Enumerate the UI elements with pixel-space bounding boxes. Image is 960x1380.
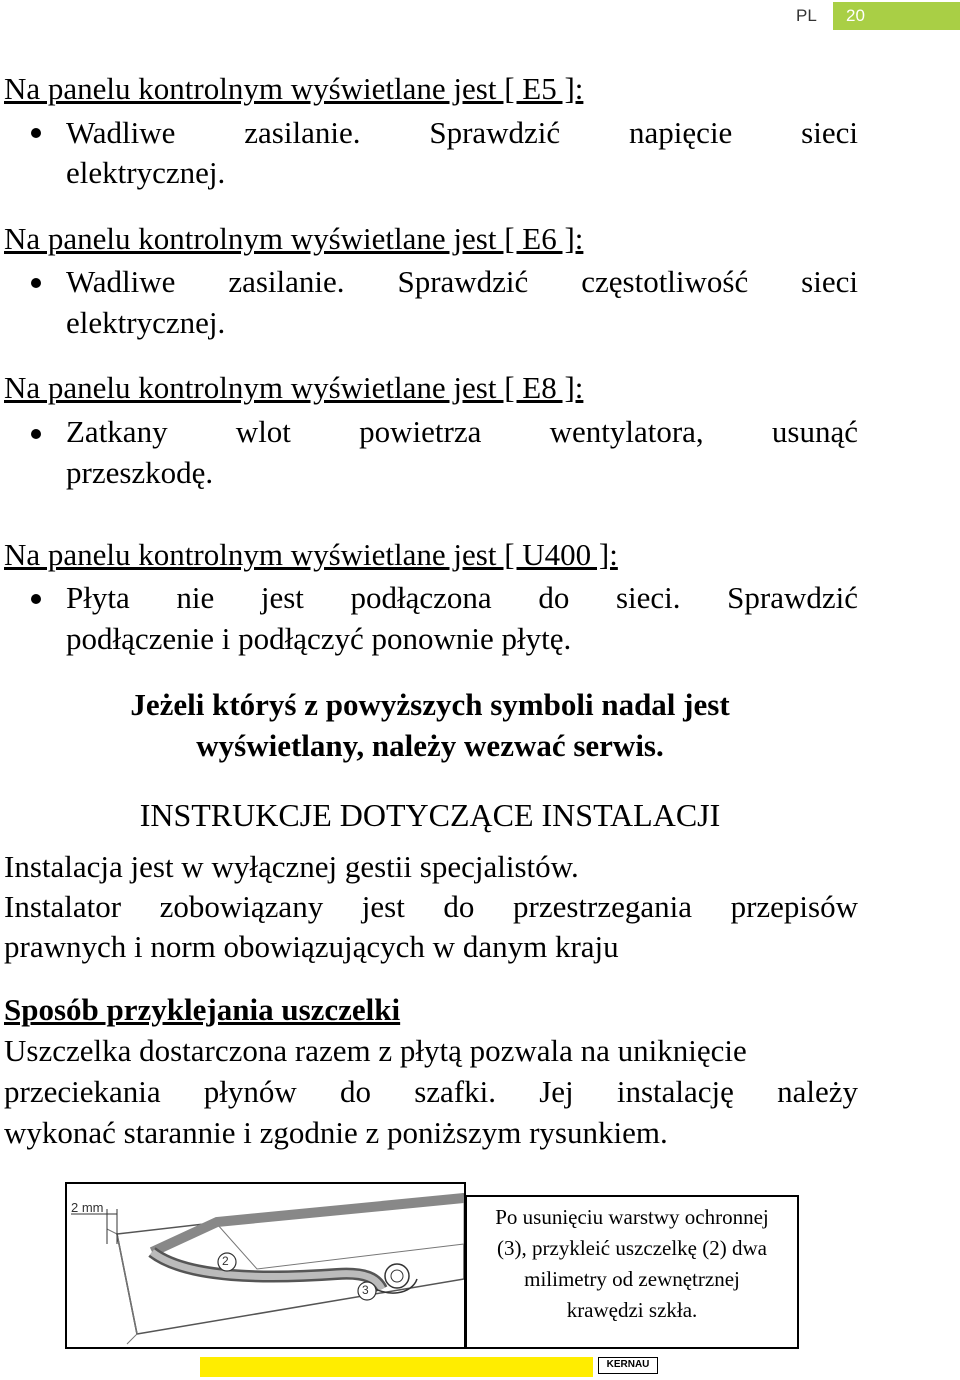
error-heading-u400: Na panelu kontrolnym wyświetlane jest [ U400 ]: xyxy=(4,537,618,572)
installation-text-3: prawnych i norm obowiązujących w danym kraju xyxy=(4,929,619,964)
bullet-icon xyxy=(31,278,41,288)
error-heading-e6: Na panelu kontrolnym wyświetlane jest [ E6 ]: xyxy=(4,221,584,256)
gasket-installation-figure xyxy=(65,1182,466,1349)
caption-line-1: Po usunięciu warstwy ochronnej xyxy=(495,1205,769,1229)
caption-line-2: (3), przykleić uszczelkę (2) dwa xyxy=(497,1236,767,1260)
bullet-icon xyxy=(31,128,41,138)
installation-title: INSTRUKCJE DOTYCZĄCE INSTALACJI xyxy=(139,797,721,833)
error-heading-e8: Na panelu kontrolnym wyświetlane jest [ E8 ]: xyxy=(4,370,584,405)
gasket-text-2: przeciekania płynów do szafki. Jej instalację należy xyxy=(4,1074,858,1109)
service-warning-line-1: Jeżeli któryś z powyższych symboli nadal jest xyxy=(130,687,730,722)
caption-line-3: milimetry od zewnętrznej xyxy=(524,1267,740,1291)
brand-logo: KERNAU xyxy=(598,1357,658,1374)
error-e5-text-2: elektrycznej. xyxy=(66,155,226,190)
service-warning-line-2: wyświetlany, należy wezwać serwis. xyxy=(196,728,664,763)
installation-text-1: Instalacja jest w wyłącznej gestii specjalistów. xyxy=(4,849,579,884)
page-number: 20 xyxy=(846,6,865,25)
error-e5-text-1: Wadliwe zasilanie. Sprawdzić napięcie sieci xyxy=(66,115,858,150)
gasket-text-1: Uszczelka dostarczona razem z płytą pozwala na uniknięcie xyxy=(4,1033,747,1068)
error-e6-text-2: elektrycznej. xyxy=(66,305,226,340)
figure-caption-box xyxy=(465,1195,799,1349)
dimension-label: 2 mm xyxy=(71,1200,104,1215)
gasket-text-3: wykonać starannie i zgodnie z poniższym rysunkiem. xyxy=(4,1115,668,1150)
error-e6-text-1: Wadliwe zasilanie. Sprawdzić częstotliwość sieci xyxy=(66,264,858,299)
footer-bar xyxy=(200,1357,593,1377)
gasket-drawing xyxy=(67,1184,464,1347)
error-u400-text-1: Płyta nie jest podłączona do sieci. Sprawdzić xyxy=(66,580,858,615)
gasket-heading: Sposób przyklejania uszczelki xyxy=(4,992,401,1027)
callout-2-label: 2 xyxy=(222,1254,229,1268)
error-e8-text-2: przeszkodę. xyxy=(66,455,214,490)
callout-3-label: 3 xyxy=(362,1283,369,1297)
error-u400-text-2: podłączenie i podłączyć ponownie płytę. xyxy=(66,621,572,656)
language-label: PL xyxy=(796,6,817,25)
error-e8-text-1: Zatkany wlot powietrza wentylatora, usunąć xyxy=(66,414,858,449)
installation-text-2: Instalator zobowiązany jest do przestrzegania przepisów xyxy=(4,889,858,924)
error-heading-e5: Na panelu kontrolnym wyświetlane jest [ E5 ]: xyxy=(4,71,584,106)
bullet-icon xyxy=(31,429,41,439)
bullet-icon xyxy=(31,594,41,604)
caption-line-4: krawędzi szkła. xyxy=(566,1298,698,1322)
